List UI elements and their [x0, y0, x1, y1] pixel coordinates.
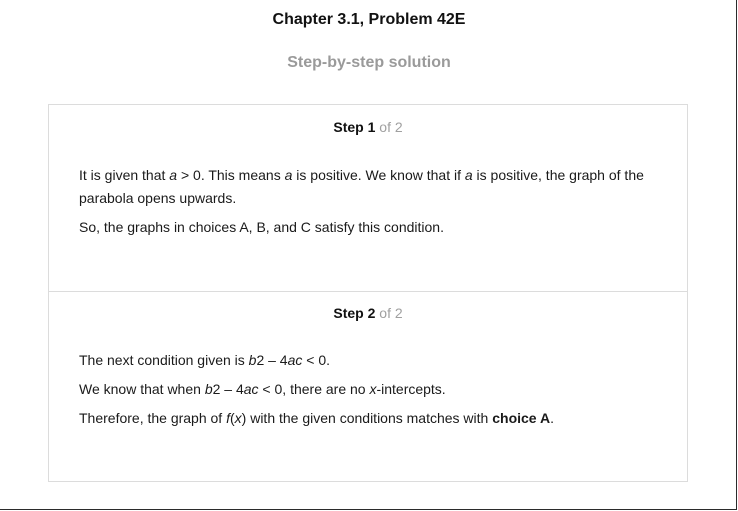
- page-subtitle: Step-by-step solution: [287, 54, 451, 71]
- answer-choice: choice A: [492, 410, 551, 426]
- step-1-label: Step: [333, 119, 364, 135]
- step-1-body: [79, 164, 669, 245]
- page-title: Chapter 3.1, Problem 42E: [272, 11, 466, 28]
- step-2-label: Step: [333, 305, 364, 321]
- step-1-paragraph-2: So, the graphs in choices A, B, and C satisfy this condition.: [79, 219, 444, 235]
- step-1-number: 1: [367, 119, 376, 135]
- step-2-paragraph-3: Therefore, the graph of f(x) with the given conditions matches with choice A.: [79, 410, 554, 426]
- step-1-section: [49, 105, 687, 292]
- step-2-body: [79, 349, 669, 436]
- step-2-paragraph-1: The next condition given is b2 – 4ac < 0.: [79, 352, 331, 368]
- solution-card: [48, 104, 688, 482]
- step-1-paragraph-1: It is given that a > 0. This means a is positive. We know that if a is positive, the graph of the parabola opens upwards.: [79, 167, 644, 206]
- step-2-header: [49, 305, 687, 321]
- step-2-paragraph-2: We know that when b2 – 4ac < 0, there are no x-intercepts.: [79, 381, 446, 397]
- step-1-of-total: of 2: [379, 119, 403, 135]
- step-2-number: 2: [367, 305, 376, 321]
- step-2-of-total: of 2: [379, 305, 403, 321]
- step-2-section: [49, 291, 687, 481]
- step-1-header: [49, 119, 687, 135]
